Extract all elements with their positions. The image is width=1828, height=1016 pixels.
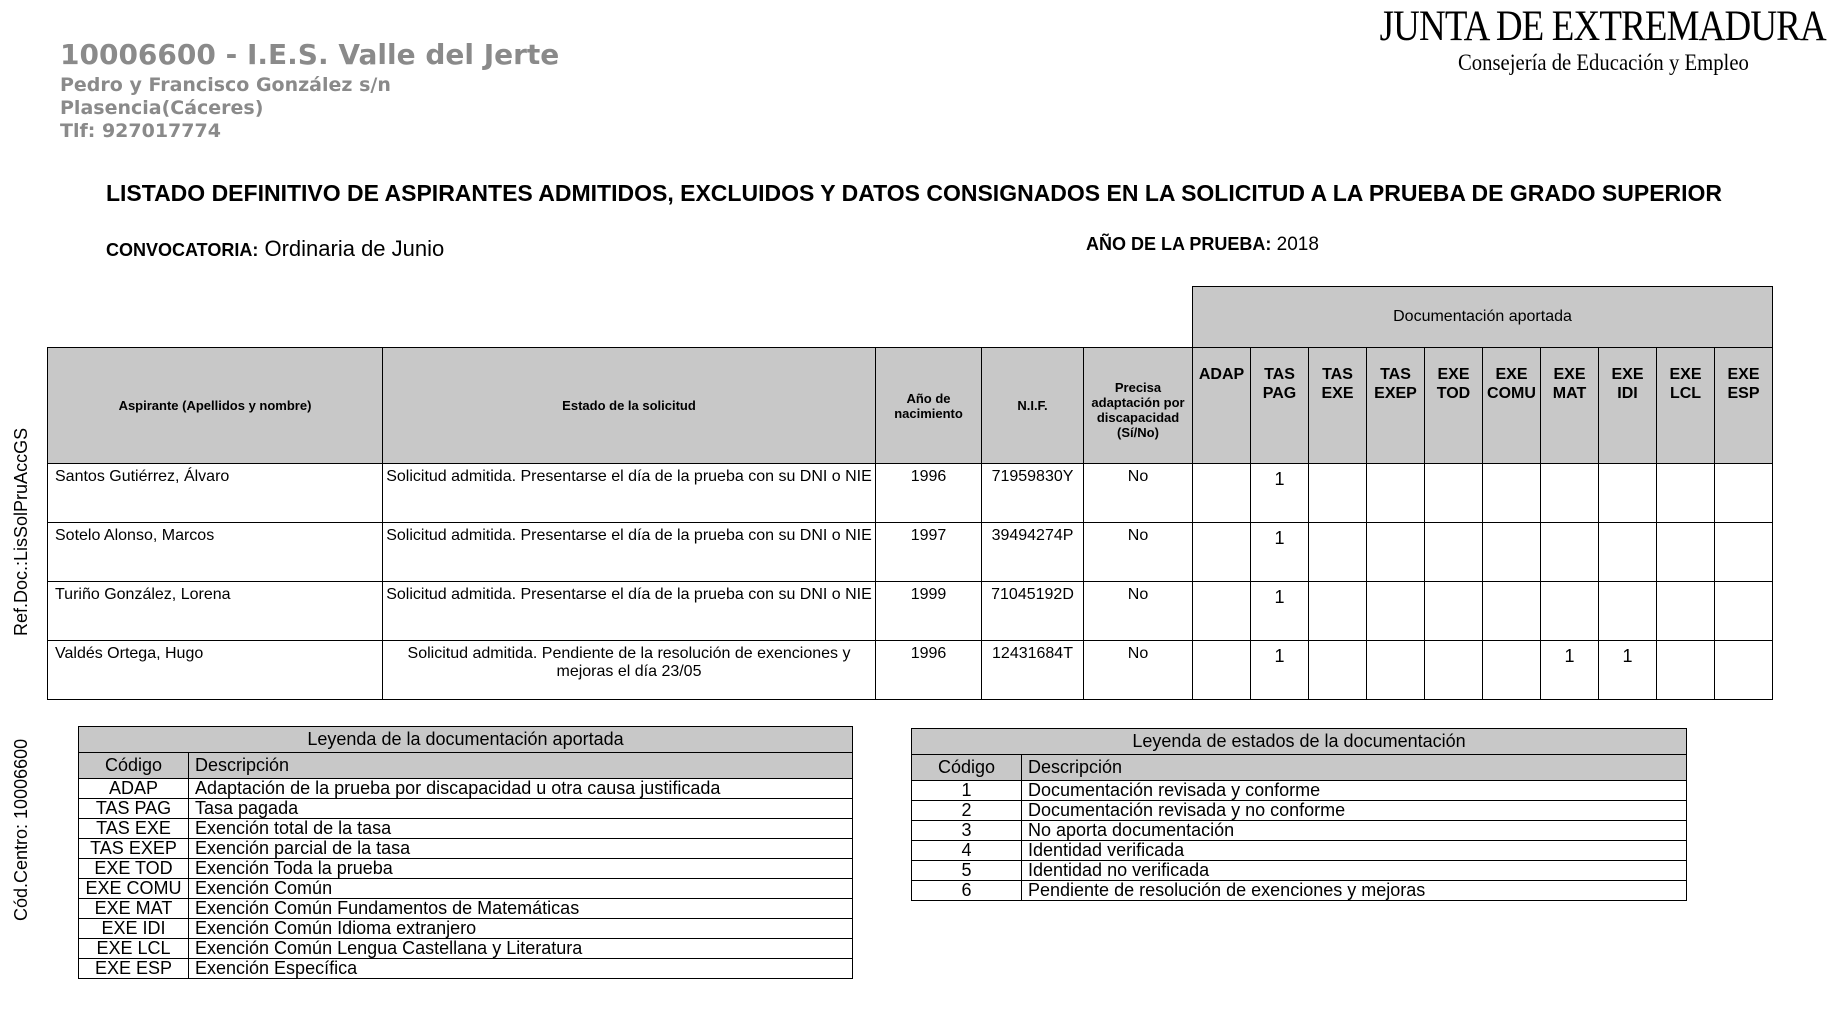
legend-docs-code-header: Código bbox=[79, 753, 189, 779]
legend-docs-code: EXE MAT bbox=[79, 899, 189, 919]
legend-states-row bbox=[912, 781, 1687, 801]
doc-col-header: ADAP bbox=[1193, 348, 1251, 464]
applicant-anio: 1997 bbox=[876, 523, 982, 582]
doc-status-cell bbox=[1309, 523, 1367, 582]
header-anio: Año de nacimiento bbox=[876, 348, 982, 464]
applicant-estado: Solicitud admitida. Presentarse el día de la prueba con su DNI o NIE bbox=[383, 464, 876, 523]
doc-col-header: EXE COMU bbox=[1483, 348, 1541, 464]
doc-status-cell bbox=[1425, 641, 1483, 700]
applicant-estado: Solicitud admitida. Presentarse el día de la prueba con su DNI o NIE bbox=[383, 523, 876, 582]
doc-status-cell bbox=[1715, 582, 1773, 641]
applicant-precisa: No bbox=[1084, 641, 1193, 700]
legend-states-row bbox=[912, 821, 1687, 841]
doc-status-cell bbox=[1193, 464, 1251, 523]
applicant-row bbox=[48, 523, 1773, 582]
doc-status-cell bbox=[1367, 523, 1425, 582]
legend-states-desc: Documentación revisada y conforme bbox=[1022, 781, 1687, 801]
legend-docs-code: ADAP bbox=[79, 779, 189, 799]
legend-states-row bbox=[912, 861, 1687, 881]
legend-states-desc: Identidad verificada bbox=[1022, 841, 1687, 861]
header-nif: N.I.F. bbox=[982, 348, 1084, 464]
doc-status-cell bbox=[1657, 641, 1715, 700]
legend-docs-row bbox=[79, 919, 853, 939]
doc-status-cell bbox=[1193, 523, 1251, 582]
document-title: LISTADO DEFINITIVO DE ASPIRANTES ADMITIDOS, EXCLUIDOS Y DATOS CONSIGNADOS EN LA SOLICITUD A LA PRUEBA DE GRADO SUPERIOR bbox=[105, 180, 1723, 206]
legend-docs-row bbox=[79, 879, 853, 899]
applicant-nif: 12431684T bbox=[982, 641, 1084, 700]
doc-status-cell: 1 bbox=[1251, 582, 1309, 641]
school-phone: Tlf: 927017774 bbox=[60, 120, 221, 142]
legend-docs-desc: Exención parcial de la tasa bbox=[189, 839, 853, 859]
ref-doc-label: Ref.Doc.:LisSolPruAccGS bbox=[11, 427, 31, 636]
applicant-anio: 1999 bbox=[876, 582, 982, 641]
applicant-row bbox=[48, 464, 1773, 523]
doc-status-cell bbox=[1715, 523, 1773, 582]
applicant-name: Santos Gutiérrez, Álvaro bbox=[48, 464, 383, 523]
legend-states-desc: Pendiente de resolución de exenciones y mejoras bbox=[1022, 881, 1687, 901]
convocatoria bbox=[106, 236, 444, 262]
applicant-anio: 1996 bbox=[876, 641, 982, 700]
applicant-precisa: No bbox=[1084, 582, 1193, 641]
legend-states-code-header: Código bbox=[912, 755, 1022, 781]
applicant-precisa: No bbox=[1084, 464, 1193, 523]
doc-status-cell bbox=[1715, 464, 1773, 523]
applicant-nif: 71959830Y bbox=[982, 464, 1084, 523]
anio-prueba bbox=[1086, 234, 1319, 256]
anio-prueba-label: AÑO DE LA PRUEBA: bbox=[1086, 234, 1272, 254]
legend-docs-row bbox=[79, 859, 853, 879]
header-estado: Estado de la solicitud bbox=[383, 348, 876, 464]
legend-docs-desc: Exención Común Fundamentos de Matemáticas bbox=[189, 899, 853, 919]
doc-status-cell bbox=[1657, 464, 1715, 523]
legend-states-code: 4 bbox=[912, 841, 1022, 861]
anio-prueba-value: 2018 bbox=[1276, 234, 1319, 255]
column-header-row bbox=[48, 348, 1773, 464]
org-name: JUNTA DE EXTREMADURA bbox=[1379, 3, 1826, 50]
doc-status-cell bbox=[1425, 464, 1483, 523]
doc-status-cell bbox=[1541, 464, 1599, 523]
legend-docs-desc: Exención Común bbox=[189, 879, 853, 899]
doc-status-cell bbox=[1483, 641, 1541, 700]
doc-status-cell bbox=[1367, 582, 1425, 641]
doc-status-cell bbox=[1541, 582, 1599, 641]
legend-docs-code: EXE ESP bbox=[79, 959, 189, 979]
legend-states-code: 6 bbox=[912, 881, 1022, 901]
doc-status-cell bbox=[1367, 641, 1425, 700]
doc-status-cell bbox=[1715, 641, 1773, 700]
legend-states-code: 2 bbox=[912, 801, 1022, 821]
doc-col-header: EXE TOD bbox=[1425, 348, 1483, 464]
legend-docs-row bbox=[79, 799, 853, 819]
doc-status-cell bbox=[1367, 464, 1425, 523]
legend-docs-code: EXE TOD bbox=[79, 859, 189, 879]
doc-status-cell bbox=[1309, 641, 1367, 700]
doc-status-cell bbox=[1657, 582, 1715, 641]
legend-states-table bbox=[911, 728, 1687, 901]
applicant-row bbox=[48, 641, 1773, 700]
doc-col-header: EXE LCL bbox=[1657, 348, 1715, 464]
doc-col-header: EXE MAT bbox=[1541, 348, 1599, 464]
legend-states-row bbox=[912, 801, 1687, 821]
doc-status-cell bbox=[1599, 464, 1657, 523]
legend-docs-code: EXE IDI bbox=[79, 919, 189, 939]
legend-docs-desc: Adaptación de la prueba por discapacidad u otra causa justificada bbox=[189, 779, 853, 799]
legend-docs-desc: Exención Común Idioma extranjero bbox=[189, 919, 853, 939]
legend-docs-row bbox=[79, 939, 853, 959]
legend-states-desc-header: Descripción bbox=[1022, 755, 1687, 781]
doc-status-cell bbox=[1483, 464, 1541, 523]
doc-status-cell bbox=[1193, 582, 1251, 641]
school-name: 10006600 - I.E.S. Valle del Jerte bbox=[60, 38, 560, 71]
legend-docs-table bbox=[78, 726, 853, 979]
legend-states-desc: Documentación revisada y no conforme bbox=[1022, 801, 1687, 821]
legend-docs-row bbox=[79, 779, 853, 799]
header-spacer bbox=[48, 287, 1193, 348]
doc-status-cell bbox=[1599, 523, 1657, 582]
doc-status-cell bbox=[1193, 641, 1251, 700]
legend-states-row bbox=[912, 841, 1687, 861]
applicant-row bbox=[48, 582, 1773, 641]
legend-states-code: 1 bbox=[912, 781, 1022, 801]
header-precisa: Precisa adaptación por discapacidad (Sí/No) bbox=[1084, 348, 1193, 464]
doc-status-cell bbox=[1425, 523, 1483, 582]
legend-states-desc: No aporta documentación bbox=[1022, 821, 1687, 841]
applicant-estado: Solicitud admitida. Pendiente de la resolución de exenciones y mejoras el día 23/05 bbox=[383, 641, 876, 700]
doc-status-cell bbox=[1657, 523, 1715, 582]
legend-docs-code: TAS EXEP bbox=[79, 839, 189, 859]
doc-status-cell: 1 bbox=[1251, 464, 1309, 523]
doc-col-header: EXE ESP bbox=[1715, 348, 1773, 464]
doc-status-cell bbox=[1541, 523, 1599, 582]
header-aspirante: Aspirante (Apellidos y nombre) bbox=[48, 348, 383, 464]
legend-docs-code: EXE LCL bbox=[79, 939, 189, 959]
doc-col-header: TAS EXEP bbox=[1367, 348, 1425, 464]
doc-status-cell: 1 bbox=[1251, 523, 1309, 582]
legend-docs-desc: Exención Toda la prueba bbox=[189, 859, 853, 879]
applicant-precisa: No bbox=[1084, 523, 1193, 582]
legend-docs-desc: Exención Común Lengua Castellana y Literatura bbox=[189, 939, 853, 959]
legend-docs-row bbox=[79, 839, 853, 859]
legend-docs-code: EXE COMU bbox=[79, 879, 189, 899]
legend-states-title: Leyenda de estados de la documentación bbox=[912, 729, 1687, 755]
cod-centro-label: Cód.Centro: 10006600 bbox=[11, 738, 31, 921]
doc-status-cell: 1 bbox=[1541, 641, 1599, 700]
convocatoria-label: CONVOCATORIA: bbox=[106, 240, 259, 260]
legend-docs-desc: Tasa pagada bbox=[189, 799, 853, 819]
legend-docs-code: TAS PAG bbox=[79, 799, 189, 819]
legend-docs-row bbox=[79, 959, 853, 979]
legend-states-row bbox=[912, 881, 1687, 901]
doc-status-cell bbox=[1483, 582, 1541, 641]
legend-docs-row bbox=[79, 899, 853, 919]
legend-docs-row bbox=[79, 819, 853, 839]
doc-status-cell bbox=[1425, 582, 1483, 641]
applicant-anio: 1996 bbox=[876, 464, 982, 523]
doc-col-header: TAS PAG bbox=[1251, 348, 1309, 464]
convocatoria-value: Ordinaria de Junio bbox=[264, 236, 445, 261]
org-department: Consejería de Educación y Empleo bbox=[1458, 50, 1749, 75]
doc-status-cell: 1 bbox=[1251, 641, 1309, 700]
legend-states-code: 3 bbox=[912, 821, 1022, 841]
legend-docs-title: Leyenda de la documentación aportada bbox=[79, 727, 853, 753]
doc-col-header: TAS EXE bbox=[1309, 348, 1367, 464]
doc-col-header: EXE IDI bbox=[1599, 348, 1657, 464]
school-address: Pedro y Francisco González s/n bbox=[60, 74, 391, 96]
doc-status-cell: 1 bbox=[1599, 641, 1657, 700]
doc-status-cell bbox=[1309, 582, 1367, 641]
applicant-nif: 39494274P bbox=[982, 523, 1084, 582]
doc-status-cell bbox=[1599, 582, 1657, 641]
applicant-name: Sotelo Alonso, Marcos bbox=[48, 523, 383, 582]
doc-group-header: Documentación aportada bbox=[1193, 287, 1773, 348]
applicants-table bbox=[47, 286, 1773, 700]
legend-docs-desc-header: Descripción bbox=[189, 753, 853, 779]
legend-states-code: 5 bbox=[912, 861, 1022, 881]
legend-states-desc: Identidad no verificada bbox=[1022, 861, 1687, 881]
doc-status-cell bbox=[1483, 523, 1541, 582]
applicant-estado: Solicitud admitida. Presentarse el día de la prueba con su DNI o NIE bbox=[383, 582, 876, 641]
school-city: Plasencia(Cáceres) bbox=[60, 97, 264, 119]
legend-docs-code: TAS EXE bbox=[79, 819, 189, 839]
applicant-name: Turiño González, Lorena bbox=[48, 582, 383, 641]
legend-docs-desc: Exención total de la tasa bbox=[189, 819, 853, 839]
applicant-nif: 71045192D bbox=[982, 582, 1084, 641]
doc-status-cell bbox=[1309, 464, 1367, 523]
applicant-name: Valdés Ortega, Hugo bbox=[48, 641, 383, 700]
legend-docs-desc: Exención Específica bbox=[189, 959, 853, 979]
